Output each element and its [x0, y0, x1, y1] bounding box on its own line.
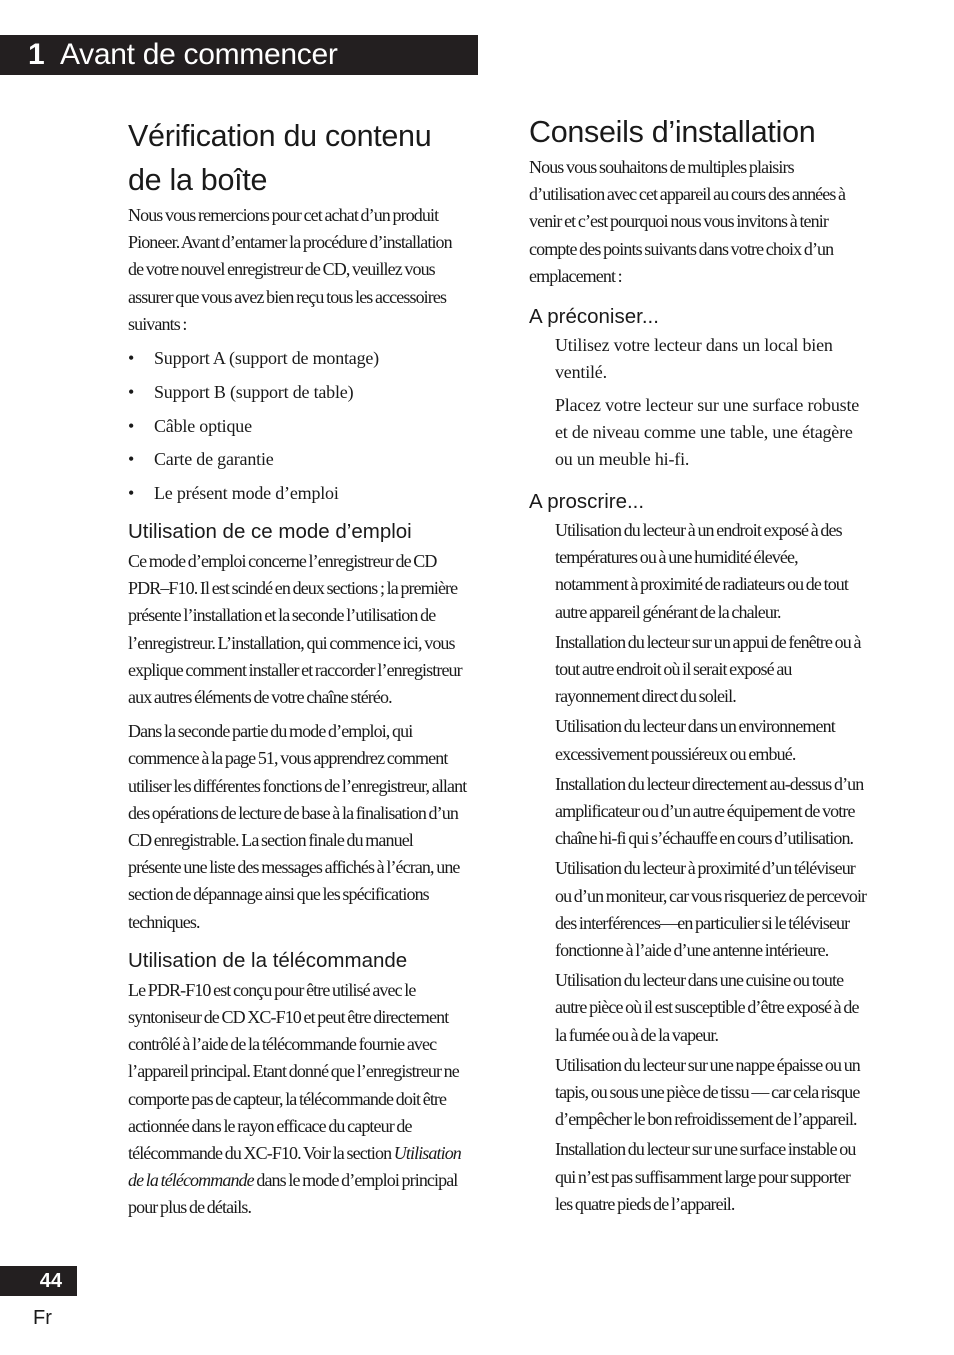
avoid-item: Utilisation du lecteur sur une nappe épaisse ou un tapis, ou sous une pièce de tissu — car cela risque d’empêcher le bon refroidissement de l’appareil. — [555, 1054, 860, 1130]
page-number-badge — [0, 1266, 77, 1296]
avoid-item: Installation du lecteur directement au-dessus d’un amplificateur ou d’un autre équipement de votre chaîne hi-fi qui s’échauffe en cours d’utilisation. — [555, 773, 864, 849]
recommended-heading: A préconiser... — [529, 305, 659, 329]
avoid-item: Installation du lecteur sur une surface instable ou qui n’est pas suffisamment large pour supporter les quatre pieds de l’appareil. — [555, 1139, 856, 1214]
section-title-contents — [128, 114, 468, 202]
avoid-heading: A proscrire... — [529, 490, 645, 514]
bullet-icon: • — [128, 449, 135, 470]
avoid-item: Utilisation du lecteur à un endroit exposé à des températures ou à une humidité élevée, notamment à proximité de radiateurs ou de tout autre appareil générant de la chaleur. — [555, 520, 849, 622]
avoid-item: Utilisation du lecteur dans un environnement excessivement poussiéreux ou embué. — [555, 716, 835, 764]
contents-intro: Nous vous remercions pour cet achat d’un produit Pioneer. Avant d’entamer la procédure d’installation de votre nouvel enregistreur de CD, veuillez vous assurer que vous avez bien reçu tous les accessoires suivants : — [128, 205, 452, 334]
avoid-item: Utilisation du lecteur dans une cuisine ou toute autre pièce où il est susceptible d’être exposé à de la fumée ou à de la vapeur. — [555, 970, 859, 1045]
accessory-item: Câble optique — [154, 415, 252, 436]
accessory-item: Support A (support de montage) — [154, 348, 379, 369]
usage-paragraph-1: Ce mode d’emploi concerne l’enregistreur de CD PDR–F10. Il est scindé en deux sections ; la première présente l’installation et la seconde l’utilisation de l’enregistreur. L’installation, qui commence ici, vous explique comment installer et raccorder l’enregistreur aux autres éléments de votre chaîne stéréo. — [128, 551, 462, 708]
remote-text-a: Le PDR-F10 est conçu pour être utilisé avec le syntoniseur de CD XC-F10 et peut être directement contrôlé à l’aide de la télécommande fournie avec l’appareil principal. Etant donné que l’enregistreur ne comporte pas de capteur, la télécommande doit être actionnée dans le rayon efficace du capteur de télécommande du XC-F10. Voir la section — [128, 979, 459, 1164]
left-column — [128, 110, 468, 1229]
list-item — [128, 446, 468, 480]
list-item — [128, 379, 468, 413]
accessory-item: Le présent mode d’emploi — [154, 483, 339, 504]
accessory-item: Carte de garantie — [154, 449, 274, 470]
list-item — [128, 345, 468, 379]
right-column — [529, 110, 869, 1221]
language-code: Fr — [33, 1307, 52, 1329]
list-item — [128, 480, 468, 514]
bullet-icon: • — [128, 483, 135, 504]
chapter-title: Avant de commencer — [60, 38, 338, 71]
recommended-item: Utilisez votre lecteur dans un local bien ventilé. — [555, 335, 833, 383]
bullet-icon: • — [128, 415, 135, 436]
accessories-list — [128, 345, 468, 514]
usage-paragraph-2: Dans la seconde partie du mode d’emploi, qui commence à la page 51, vous apprendrez comment utiliser les différentes fonctions de l’enregistreur, allant des opérations de lecture de base à la finalisation d’un CD enregistrable. La section finale du manuel présente une liste des messages affichés à l’écran, une section de dépannage ainsi que les spécifications techniques. — [128, 721, 467, 932]
section-title-installation: Conseils d’installation — [529, 115, 816, 149]
recommended-item: Placez votre lecteur sur une surface robuste et de niveau comme une table, une étagère ou un meuble hi-fi. — [555, 395, 860, 470]
bullet-icon: • — [128, 381, 135, 402]
avoid-item: Utilisation du lecteur à proximité d’un téléviseur ou d’un moniteur, car vous risqueriez de percevoir des interférences—en particulier si le téléviseur fonctionne à l’aide d’une antenne intérieure. — [555, 858, 867, 961]
chapter-header — [0, 35, 478, 75]
section-title-contents-line1: Vérification du contenu — [128, 119, 432, 153]
section-title-contents-line2: de la boîte — [128, 163, 268, 197]
bullet-icon: • — [128, 348, 135, 369]
installation-intro: Nous vous souhaitons de multiples plaisirs d’utilisation avec cet appareil au cours des années à venir et c’est pourquoi nous vous invitons à tenir compte des points suivants dans votre choix d’un emplacement : — [529, 157, 846, 286]
remote-paragraph — [128, 977, 468, 1222]
remote-heading: Utilisation de la télécommande — [128, 948, 408, 972]
avoid-item: Installation du lecteur sur un appui de fenêtre ou à tout autre endroit où il serait exposé au rayonnement direct du soleil. — [555, 631, 861, 707]
usage-heading: Utilisation de ce mode d’emploi — [128, 520, 412, 543]
chapter-number: 1 — [28, 38, 45, 71]
remote-text-italic: Utilisation de la télécommande — [128, 1143, 461, 1191]
remote-text-b: dans le mode d’emploi principal pour plus de détails. — [128, 1170, 458, 1218]
list-item — [128, 413, 468, 447]
page-number: 44 — [39, 1270, 62, 1292]
accessory-item: Support B (support de table) — [154, 381, 354, 402]
